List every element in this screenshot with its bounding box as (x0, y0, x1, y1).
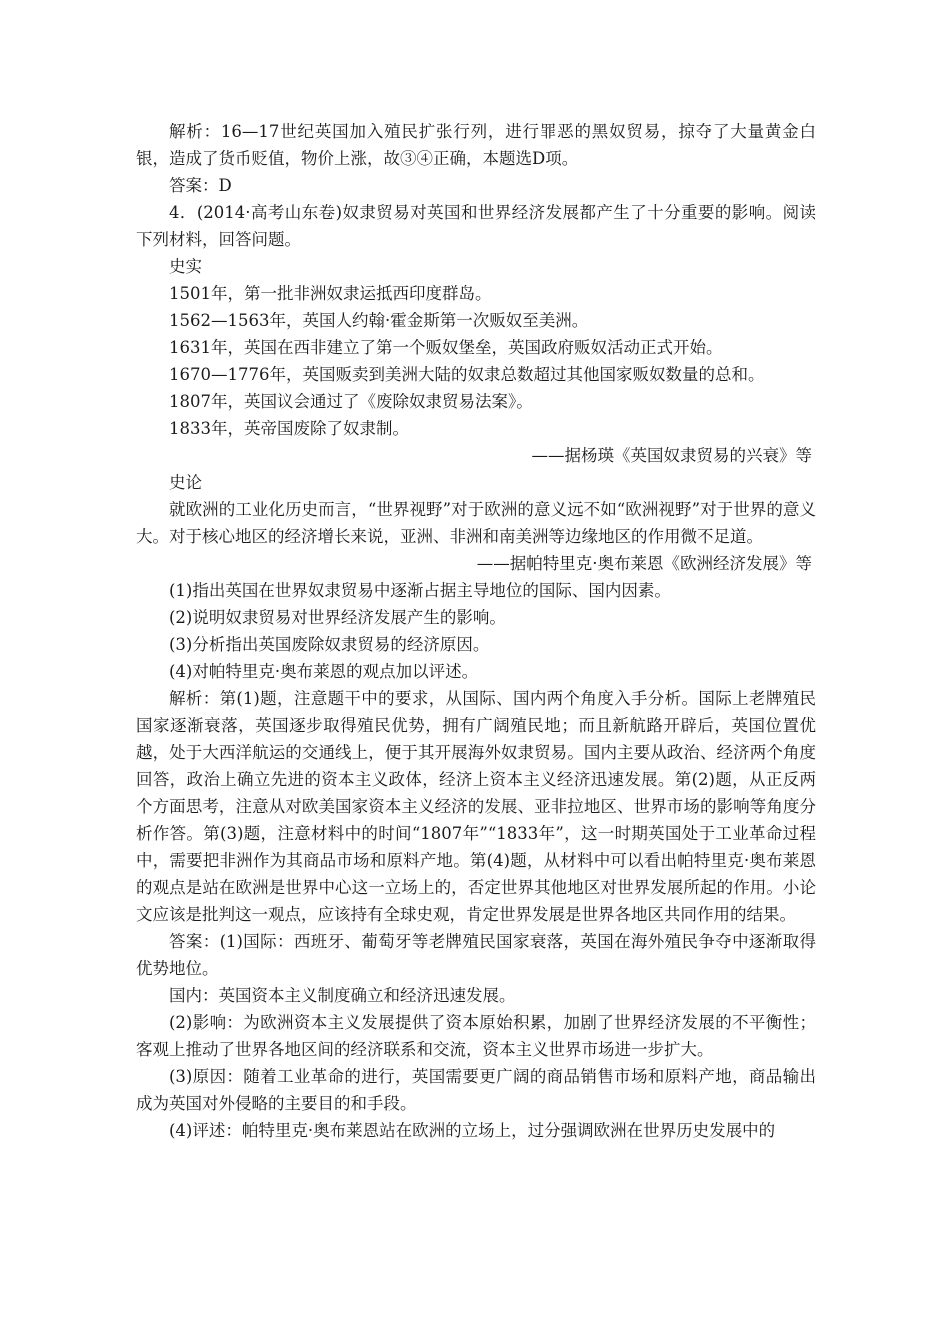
answer-q4-part1-international: 答案：(1)国际：西班牙、葡萄牙等老牌殖民国家衰落，英国在海外殖民争夺中逐渐取得优势地位。 (136, 932, 816, 978)
section-historical-facts: 史实 (169, 257, 202, 276)
answer-q4-part3: (3)原因：随着工业革命的进行，英国需要更广阔的商品销售市场和原料产地，商品输出成为英国对外侵略的主要目的和手段。 (136, 1067, 816, 1113)
subquestion-4: (4)对帕特里克·奥布莱恩的观点加以评述。 (169, 662, 479, 681)
theory-quote: 就欧洲的工业化历史而言，“世界视野”对于欧洲的意义远不如“欧洲视野”对于世界的意义大。对于核心地区的经济增长来说，亚洲、非洲和南美洲等边缘地区的作用微不足道。 (136, 500, 816, 546)
fact-1833: 1833年，英帝国废除了奴隶制。 (169, 419, 409, 438)
source-citation-1: ——据杨瑛《英国奴隶贸易的兴衰》等 (531, 446, 812, 465)
answer-q3: 答案：D (169, 176, 232, 195)
document-page (136, 118, 816, 1144)
fact-1501: 1501年，第一批非洲奴隶运抵西印度群岛。 (169, 284, 492, 303)
section-historical-theory: 史论 (169, 473, 202, 492)
answer-q4-part4: (4)评述：帕特里克·奥布莱恩站在欧洲的立场上，过分强调欧洲在世界历史发展中的 (169, 1121, 776, 1140)
source-citation-2: ——据帕特里克·奥布莱恩《欧洲经济发展》等 (476, 554, 812, 573)
answer-q4-part1-domestic: 国内：英国资本主义制度确立和经济迅速发展。 (169, 986, 516, 1005)
question-4-stem: 4．(2014·高考山东卷)奴隶贸易对英国和世界经济发展都产生了十分重要的影响。阅读下列材料，回答问题。 (136, 203, 816, 249)
fact-1670: 1670—1776年，英国贩卖到美洲大陆的奴隶总数超过其他国家贩奴数量的总和。 (169, 365, 765, 384)
analysis-q4: 解析：第(1)题，注意题干中的要求，从国际、国内两个角度入手分析。国际上老牌殖民国家逐渐衰落，英国逐步取得殖民优势，拥有广阔殖民地；而且新航路开辟后，英国位置优越，处于大西洋航运的交通线上，便于其开展海外奴隶贸易。国内主要从政治、经济两个角度回答，政治上确立先进的资本主义政体，经济上资本主义经济迅速发展。第(2)题，从正反两个方面思考，注意从对欧美国家资本主义经济的发展、亚非拉地区、世界市场的影响等角度分析作答。第(3)题，注意材料中的时间“1807年”“1833年”，这一时期英国处于工业革命过程中，需要把非洲作为其商品市场和原料产地。第(4)题，从材料中可以看出帕特里克·奥布莱恩的观点是站在欧洲是世界中心这一立场上的，否定世界其他地区对世界发展所起的作用。小论文应该是批判这一观点，应该持有全球史观，肯定世界发展是世界各地区共同作用的结果。 (136, 689, 816, 924)
fact-1631: 1631年，英国在西非建立了第一个贩奴堡垒，英国政府贩奴活动正式开始。 (169, 338, 723, 357)
subquestion-1: (1)指出英国在世界奴隶贸易中逐渐占据主导地位的国际、国内因素。 (169, 581, 671, 600)
answer-q4-part2: (2)影响：为欧洲资本主义发展提供了资本原始积累，加剧了世界经济发展的不平衡性；客观上推动了世界各地区间的经济联系和交流，资本主义世界市场进一步扩大。 (136, 1013, 816, 1059)
subquestion-3: (3)分析指出英国废除奴隶贸易的经济原因。 (169, 635, 490, 654)
subquestion-2: (2)说明奴隶贸易对世界经济发展产生的影响。 (169, 608, 506, 627)
fact-1807: 1807年，英国议会通过了《废除奴隶贸易法案》。 (169, 392, 533, 411)
fact-1562: 1562—1563年，英国人约翰·霍金斯第一次贩奴至美洲。 (169, 311, 589, 330)
analysis-q3: 解析：16—17世纪英国加入殖民扩张行列，进行罪恶的黑奴贸易，掠夺了大量黄金白银，造成了货币贬值，物价上涨，故③④正确，本题选D项。 (136, 122, 816, 168)
